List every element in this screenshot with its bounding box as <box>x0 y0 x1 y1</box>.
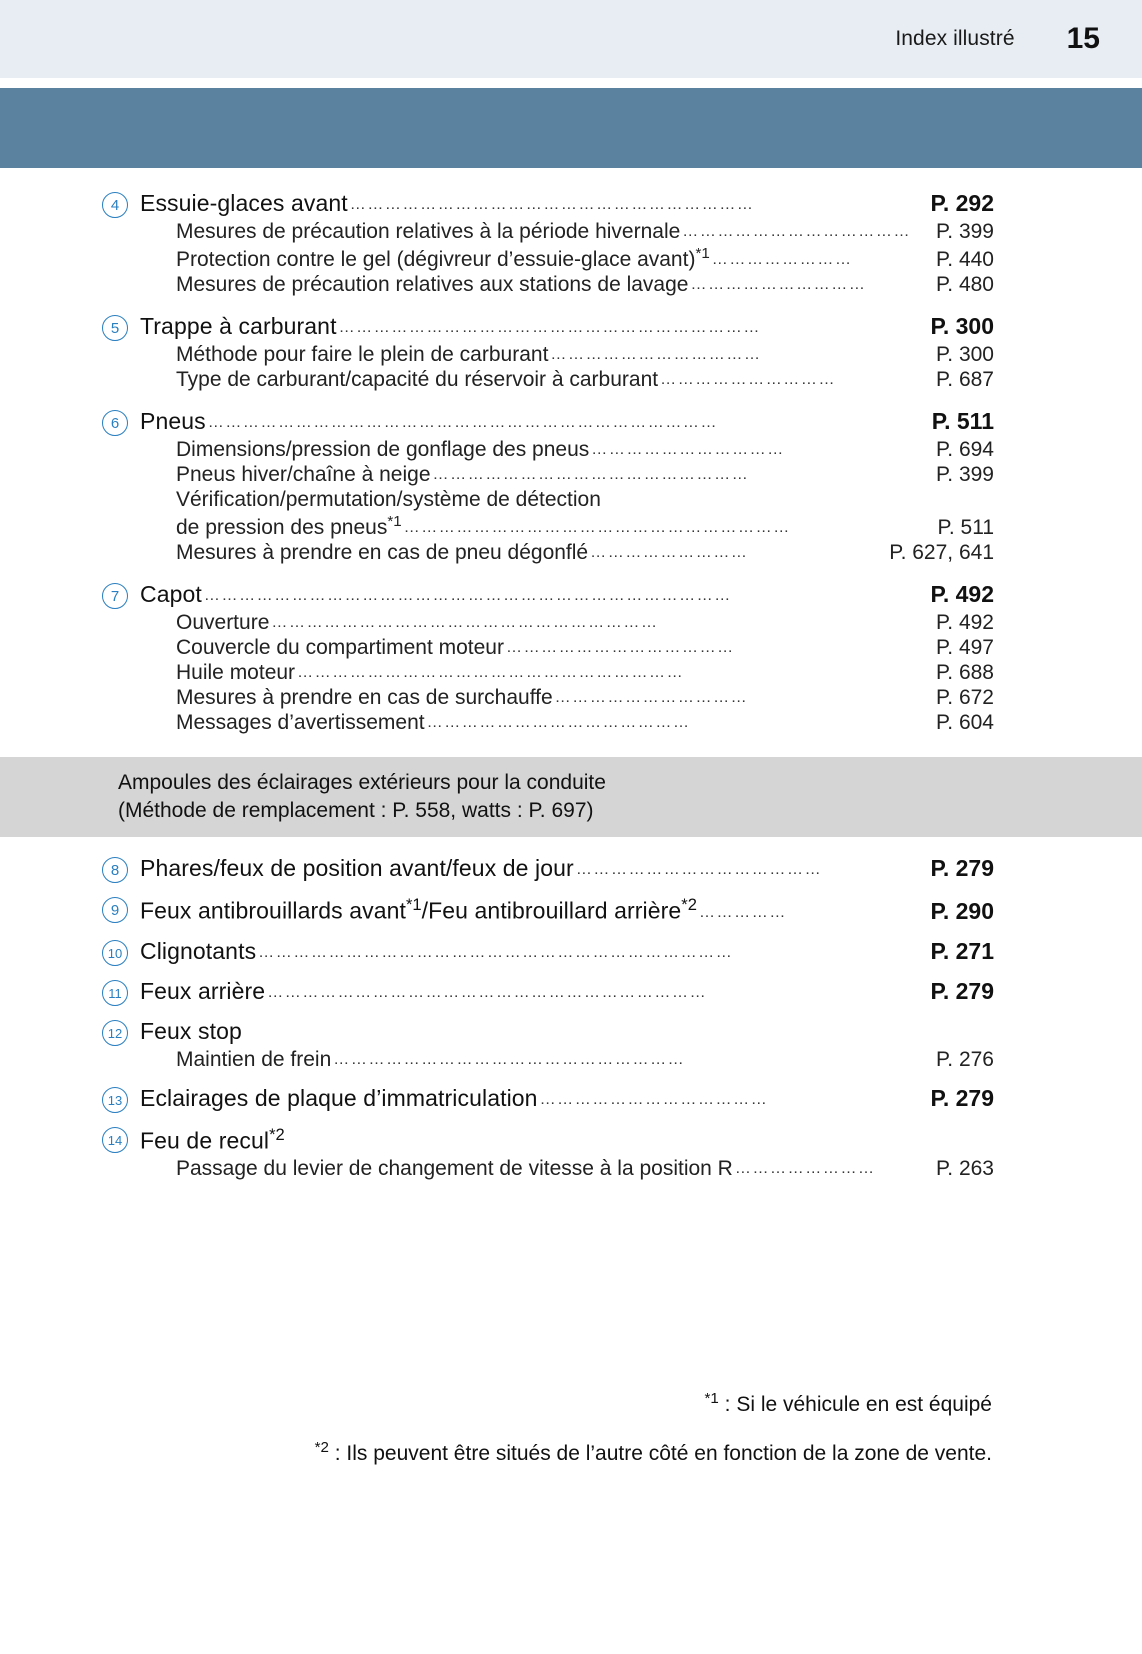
section-title-row <box>107 937 994 965</box>
leader-dots: ………………………… <box>690 276 867 293</box>
section-title-row <box>110 855 994 882</box>
section-page-ref: P. 271 <box>930 937 994 964</box>
sub-item-row <box>140 1157 994 1181</box>
sub-item-page-ref: P. 694 <box>935 438 994 461</box>
leader-dots: …………………………………………………… <box>333 1050 686 1068</box>
section-title: Pneus <box>140 408 206 434</box>
section-title: Feux stop <box>140 1017 242 1044</box>
footnote-marker: *1 <box>405 895 422 914</box>
leader-dots: ………………………………………………………… <box>403 519 791 536</box>
item-number-badge: 5 <box>102 315 128 341</box>
sub-item-label: Vérification/permutation/système de détection <box>176 488 601 511</box>
leader-dots: ………………………………………………………… <box>271 614 659 631</box>
footnote-1 <box>0 1390 992 1417</box>
sub-item-label: Ouverture <box>176 611 270 634</box>
section-title-row <box>110 895 994 925</box>
sub-item-row <box>140 661 994 685</box>
sub-item-label: Mesures de précaution relatives aux stations de lavage <box>176 273 689 296</box>
section-group <box>0 978 1142 1005</box>
footnote-2 <box>0 1439 992 1466</box>
sub-item-page-ref: P. 627, 641 <box>889 541 994 564</box>
sub-item-page-ref: P. 276 <box>935 1047 994 1071</box>
bulb-section-title: Ampoules des éclairages extérieurs pour la conduite <box>118 771 606 794</box>
decorative-blue-band <box>0 88 1142 168</box>
leader-dots: ……………………………………………… <box>432 466 750 483</box>
item-number-badge: 12 <box>102 1020 128 1046</box>
item-number-badge: 10 <box>102 940 128 966</box>
header <box>895 0 1142 78</box>
item-number-badge: 7 <box>102 583 128 609</box>
footnote-text: : Ils peuvent être situés de l’autre côté en fonction de la zone de vente. <box>328 1442 992 1465</box>
sub-item-label: Couvercle du compartiment moteur <box>176 636 504 659</box>
item-number-badge: 9 <box>102 897 128 923</box>
section-page-ref: P. 279 <box>930 1084 994 1111</box>
sub-item-page-ref: P. 440 <box>935 248 994 271</box>
sub-item-label: Huile moteur <box>176 661 296 684</box>
sub-item-label: Mesures à prendre en cas de pneu dégonflé <box>176 541 589 564</box>
sub-item-row <box>140 438 994 462</box>
leader-dots: …………………………… <box>591 441 785 458</box>
sub-item-page-ref: P. 399 <box>935 220 994 243</box>
leader-dots: ……………………………… <box>550 346 762 363</box>
sub-item-label: Méthode pour faire le plein de carburant <box>176 343 549 366</box>
sub-item-label: Messages d’avertissement <box>176 711 425 734</box>
item-number-badge: 4 <box>102 192 128 218</box>
footnote-marker: *1 <box>704 1390 719 1407</box>
leader-dots: ………………………………… <box>539 1090 769 1108</box>
sub-item-row <box>140 513 994 540</box>
section-title-row <box>110 581 994 608</box>
leader-dots: ……………………………………… <box>426 714 691 731</box>
footnotes <box>0 1390 1142 1488</box>
sub-item-page-ref: P. 300 <box>935 343 994 366</box>
sub-item-page-ref: P. 263 <box>935 1157 994 1181</box>
footnote-text: : Si le véhicule en est équipé <box>718 1393 992 1416</box>
section-group <box>0 313 1142 392</box>
section-group <box>0 938 1142 965</box>
header-title: Index illustré <box>895 27 1015 50</box>
leader-dots: …………………………………………………………………………… <box>207 414 719 431</box>
section-title-row <box>110 190 994 217</box>
section-page-ref: P. 279 <box>930 977 994 1004</box>
section-title: Feux arrière <box>140 977 266 1004</box>
section-group <box>0 895 1142 925</box>
leader-dots: ……………………………………………………………………………… <box>203 587 732 604</box>
sub-item-page-ref: P. 672 <box>935 686 994 709</box>
footnote-marker: *1 <box>695 245 710 262</box>
sub-item-label: Mesures à prendre en cas de surchauffe <box>176 686 553 709</box>
leader-dots: …………… <box>698 903 787 921</box>
leader-dots: …………………… <box>711 251 853 268</box>
leader-dots: ………………………………… <box>505 639 735 656</box>
section-page-ref: P. 511 <box>931 408 994 434</box>
sub-item-page-ref: P. 492 <box>935 611 994 634</box>
section-group <box>0 1018 1142 1072</box>
leader-dots: ………………………………………………………………… <box>267 983 708 1001</box>
leader-dots: …………………………………………………………… <box>349 196 755 213</box>
sub-item-row <box>140 220 994 244</box>
section-title: Essuie-glaces avant <box>140 190 348 216</box>
section-page-ref: P. 300 <box>930 313 994 339</box>
sub-item-row <box>140 611 994 635</box>
footnote-marker: *1 <box>387 513 402 530</box>
section-title: Capot <box>140 581 202 607</box>
leader-dots: ………………………………………………………… <box>297 664 685 681</box>
sub-item-page-ref: P. 604 <box>935 711 994 734</box>
sub-item-label: Dimensions/pression de gonflage des pneus <box>176 438 590 461</box>
item-number-badge: 14 <box>102 1127 128 1153</box>
sub-item-row <box>140 711 994 735</box>
bulb-section-header <box>0 757 1142 837</box>
section-group <box>0 1085 1142 1112</box>
section-title-row <box>108 977 994 1005</box>
section-group <box>0 855 1142 882</box>
leader-dots: ………………………… <box>660 371 837 388</box>
sub-item-row <box>140 686 994 710</box>
page-number: 15 <box>1066 22 1100 55</box>
section-group <box>0 1125 1142 1182</box>
sub-item-page-ref: P. 399 <box>935 463 994 486</box>
sub-item-label: de pression des pneus$^{*1}$ <box>176 513 402 539</box>
sub-item-row <box>140 463 994 487</box>
section-group <box>0 581 1142 735</box>
sub-item-row <box>140 636 994 660</box>
item-number-badge: 8 <box>102 857 128 883</box>
sub-item-row <box>140 541 994 565</box>
leader-dots: ………………………………… <box>682 223 912 240</box>
sub-item-row <box>140 368 994 392</box>
sub-item-label: Mesures de précaution relatives à la période hivernale <box>176 220 681 243</box>
section-title: Eclairages de plaque d’immatriculation <box>140 1084 538 1111</box>
section-title: Clignotants <box>140 937 257 964</box>
sub-item-page-ref: P. 480 <box>935 273 994 296</box>
sub-item-label: Maintien de frein <box>176 1047 332 1071</box>
sub-item-label: Protection contre le gel (dégivreur d’essuie-glace avant)$^{*1}$ <box>176 245 710 271</box>
footnote-marker: *2 <box>681 895 697 914</box>
sub-item-row <box>140 245 994 272</box>
leader-dots: …………………………… <box>554 689 749 706</box>
sub-item-page-ref: P. 497 <box>935 636 994 659</box>
item-number-badge: 6 <box>102 410 128 436</box>
sub-item-row <box>140 273 994 297</box>
section-title: Feux antibrouillards avant$^{*1}$/Feu antibrouillard arrière$^{*2}$ <box>140 895 697 924</box>
section-page-ref: P. 290 <box>930 897 994 924</box>
leader-dots: ……………………………………………………………………… <box>258 943 734 961</box>
section-page-ref: P. 279 <box>930 855 994 881</box>
leader-dots: …………………………………… <box>575 861 823 878</box>
section-title-row <box>110 408 994 435</box>
section-group <box>0 190 1142 297</box>
sub-item-page-ref: P. 687 <box>935 368 994 391</box>
sub-item-label: Passage du levier de changement de vitesse à la position R <box>176 1157 733 1181</box>
leader-dots: ……………………… <box>590 544 749 561</box>
sub-item-page-ref: P. 511 <box>937 516 994 539</box>
section-title-row <box>107 1017 994 1045</box>
sub-item-label: Pneus hiver/chaîne à neige <box>176 463 431 486</box>
sub-item-row <box>140 1048 994 1072</box>
section-title-row <box>110 313 994 340</box>
leader-dots: …………………… <box>734 1160 876 1178</box>
footnote-marker: *2 <box>314 1439 329 1456</box>
section-title-row <box>107 1124 994 1155</box>
section-group <box>0 408 1142 565</box>
sub-item-page-ref: P. 688 <box>935 661 994 684</box>
document-content <box>0 190 1142 1194</box>
section-page-ref: P. 292 <box>930 190 994 216</box>
section-page-ref: P. 492 <box>930 581 994 607</box>
sub-item-row <box>140 343 994 367</box>
section-title-row <box>107 1084 994 1112</box>
section-title: Feu de recul$^{*2}$ <box>140 1124 285 1154</box>
section-title: Phares/feux de position avant/feux de jour <box>140 855 574 881</box>
section-title: Trappe à carburant <box>140 313 337 339</box>
sub-item-label: Type de carburant/capacité du réservoir à carburant <box>176 368 659 391</box>
leader-dots: ……………………………………………………………… <box>338 319 761 336</box>
footnote-marker: *2 <box>269 1124 285 1144</box>
item-number-badge: 11 <box>102 980 128 1006</box>
item-number-badge: 13 <box>102 1087 128 1113</box>
bulb-section-subtitle: (Méthode de remplacement : P. 558, watts : P. 697) <box>118 799 594 822</box>
